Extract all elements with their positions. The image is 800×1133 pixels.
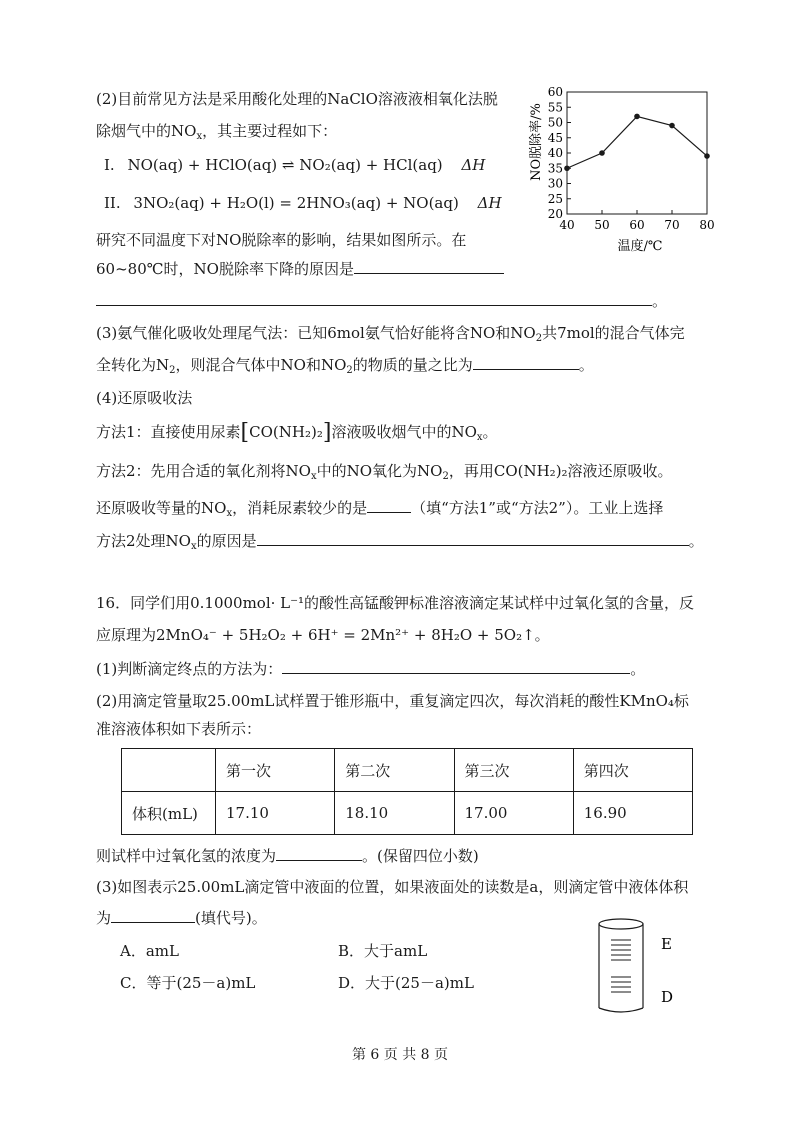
- y-tick-label: 40: [547, 146, 563, 160]
- text-segment: 中的NO氧化为NO: [316, 462, 443, 480]
- y-tick-label: 25: [547, 191, 563, 206]
- text-segment: ，消耗尿素较少的是: [232, 499, 368, 517]
- text-segment: 还原吸收等量的NO: [96, 499, 227, 517]
- y-tick-label: 50: [547, 115, 563, 130]
- q15-part2-line7: 。: [96, 290, 667, 312]
- q15-part3-line1: (3)氨气催化吸收处理尾气法：已知6mol氨气恰好能将含NO和$NO_2$共7mol的混合气体完: [96, 324, 685, 344]
- q15-part4-title: (4)还原吸收法: [96, 389, 193, 407]
- option-c[interactable]: C．等于(25－a)mL: [120, 974, 256, 992]
- x-tick-label: 80: [699, 218, 715, 232]
- table-header-cell: 第三次: [454, 749, 573, 792]
- burette-label-d: D: [661, 988, 674, 1006]
- x-tick-label: 60: [629, 218, 645, 232]
- q16-part3-line2: [96, 907, 267, 929]
- data-point: [669, 123, 675, 129]
- text-segment: (填代号)。: [195, 909, 267, 927]
- answer-blank[interactable]: [367, 497, 411, 513]
- text-segment: 方法2：先用合适的氧化剂将NO: [96, 462, 311, 480]
- table-cell: 17.10: [216, 792, 335, 835]
- option-a[interactable]: A．amL: [120, 942, 179, 960]
- text-segment: 的物质的量之比为: [352, 356, 473, 374]
- burette-figure: [597, 914, 677, 1018]
- option-b[interactable]: B．大于amL: [338, 942, 428, 960]
- data-point: [634, 114, 640, 120]
- table-header-cell: [122, 749, 216, 792]
- x-tick-label: 40: [559, 218, 575, 232]
- x-tick-label: 50: [594, 218, 610, 232]
- table-cell: 16.90: [573, 792, 692, 835]
- titration-volume-table: [121, 748, 693, 835]
- burette-scale-marks: [611, 940, 631, 992]
- y-tick-label: 35: [547, 161, 563, 176]
- option-d[interactable]: D．大于(25－a)mL: [338, 974, 474, 992]
- page-footer: 第 6 页 共 8 页: [351, 1047, 449, 1063]
- text-segment: 除烟气中的NO: [96, 122, 197, 140]
- q16-intro-line2: 应原理为2MnO₄⁻ + 5H₂O₂ + 6H⁺ = 2Mn²⁺ + 8H₂O + 5O₂↑。: [96, 626, 550, 644]
- burette-top-rim: [599, 919, 643, 929]
- answer-blank[interactable]: [111, 907, 195, 923]
- method-2: 方法2：先用合适的氧化剂将$NO_x$中的NO氧化为$NO_2$，再用CO(NH₂)₂溶液还原吸收。: [96, 462, 673, 482]
- urea-formula: CO(NH₂)₂: [249, 423, 323, 441]
- data-point: [599, 150, 605, 156]
- text-segment: （填“方法1”或“方法2”）。工业上选择: [411, 499, 664, 517]
- y-axis-label: NO脱除率/%: [529, 103, 544, 181]
- y-tick-label: 20: [547, 207, 563, 221]
- y-tick-label: 55: [547, 100, 563, 115]
- method-1: 方法1：直接使用尿素[CO(NH₂)₂]溶液吸收烟气中的$NO_x$。: [96, 420, 498, 445]
- q16-part2-line1: (2)用滴定管量取25.00mL试样置于锥形瓶中，重复滴定四次，每次消耗的酸性KMnO₄标: [96, 692, 689, 710]
- table-row: [122, 792, 693, 835]
- text-segment: 。(保留四位小数): [362, 847, 479, 865]
- text-segment: 方法1：直接使用尿素: [96, 423, 241, 441]
- series-line: [567, 116, 707, 168]
- text-segment: 60~80℃时，NO脱除率下降的原因是: [96, 260, 354, 278]
- equation-body: NO(aq) + HClO(aq) ⇌ NO₂(aq) + HCl(aq): [127, 156, 443, 174]
- text-segment: 为: [96, 909, 112, 927]
- q15-part3-line2: 全转化为$N_2$，则混合气体中NO和$NO_2$的物质的量之比为 。: [96, 356, 594, 376]
- table-header-cell: 第二次: [335, 749, 454, 792]
- q15-part2-line6: [96, 258, 504, 280]
- burette-label-e: E: [661, 935, 672, 953]
- table-cell: 18.10: [335, 792, 454, 835]
- text-segment: ，再用CO(NH₂)₂溶液还原吸收。: [448, 462, 673, 480]
- text-segment: 全转化为N: [96, 356, 170, 374]
- answer-blank[interactable]: [473, 354, 579, 370]
- q16-concentration: [96, 845, 479, 867]
- text-segment: (3)氨气催化吸收处理尾气法：已知6mol氨气恰好能将含NO和NO: [96, 324, 536, 342]
- text-segment: 应原理为: [96, 626, 157, 644]
- equation-1: [104, 154, 485, 176]
- q16-intro-line1: 16．同学们用0.1000mol· L⁻¹的酸性高锰酸钾标准溶液滴定某试样中过氧化氢的含量，反: [96, 594, 695, 612]
- text-segment: 的原因是: [196, 532, 257, 550]
- burette-bottom-rim: [599, 1008, 643, 1012]
- answer-blank[interactable]: [257, 530, 689, 546]
- plot-frame: [567, 92, 707, 214]
- y-tick-label: 30: [547, 176, 563, 191]
- y-tick-label: 45: [547, 130, 563, 145]
- equation-body: 3NO₂(aq) + H₂O(l) = 2HNO₃(aq) + NO(aq): [133, 194, 459, 212]
- q16-part1: (1)判断滴定终点的方法为： 。: [96, 660, 646, 678]
- q15-part2-line5: 研究不同温度下对NO脱除率的影响，结果如图所示。在: [96, 231, 467, 249]
- text-segment: (1)判断滴定终点的方法为：: [96, 660, 283, 678]
- y-tick-label: 60: [547, 85, 563, 99]
- method-reason: 方法2处理$NO_x$的原因是 。: [96, 532, 704, 552]
- q15-part2-line2: 除烟气中的$NO_x$，其主要过程如下：: [96, 122, 338, 142]
- text-segment: ，其主要过程如下：: [202, 122, 338, 140]
- method-compare: 还原吸收等量的$NO_x$，消耗尿素较少的是 （填“方法1”或“方法2”）。工业上选择: [96, 499, 664, 519]
- table-header-cell: 第一次: [216, 749, 335, 792]
- q15-part2-line1: (2)目前常见方法是采用酸化处理的NaClO溶液液相氧化法脱: [96, 90, 498, 108]
- text-segment: 方法2处理NO: [96, 532, 191, 550]
- table-cell: 17.00: [454, 792, 573, 835]
- enthalpy-symbol: ΔH: [461, 156, 486, 174]
- reaction-equation: 2MnO₄⁻ + 5H₂O₂ + 6H⁺ = 2Mn²⁺ + 8H₂O + 5O₂↑: [156, 626, 535, 644]
- table-header-cell: 第四次: [573, 749, 692, 792]
- table-header-row: [122, 749, 693, 792]
- answer-blank[interactable]: [276, 845, 362, 861]
- no-removal-rate-chart: [520, 82, 720, 258]
- answer-blank[interactable]: [354, 258, 504, 274]
- equation-2: [104, 192, 502, 214]
- answer-blank[interactable]: [282, 658, 630, 674]
- text-segment: 溶液吸收烟气中的NO: [331, 423, 477, 441]
- text-segment: ，则混合气体中NO和NO: [175, 356, 347, 374]
- text-segment: 则试样中过氧化氢的浓度为: [96, 847, 277, 865]
- equation-label: II.: [104, 194, 121, 212]
- data-point: [564, 165, 570, 171]
- x-tick-label: 70: [664, 218, 680, 232]
- enthalpy-symbol: ΔH: [477, 194, 502, 212]
- x-axis-label: 温度/℃: [617, 239, 663, 254]
- data-point: [704, 153, 710, 159]
- table-row-label: 体积(mL): [122, 792, 216, 835]
- q16-part2-line2: 准溶液体积如下表所示：: [96, 720, 262, 738]
- text-segment: 共7mol的混合气体完: [542, 324, 685, 342]
- q16-part3-line1: (3)如图表示25.00mL滴定管中液面的位置，如果液面处的读数是a，则滴定管中液体体积: [96, 878, 689, 896]
- equation-label: I.: [104, 156, 115, 174]
- answer-blank[interactable]: [96, 290, 652, 306]
